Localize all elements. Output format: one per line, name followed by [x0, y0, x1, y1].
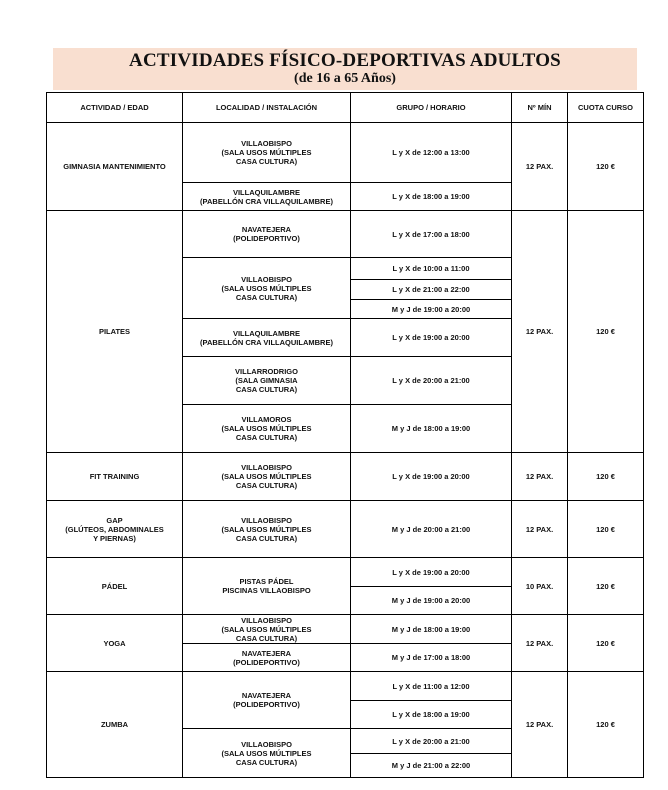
schedule-cell: L y X de 12:00 a 13:00 [351, 123, 512, 183]
title-banner [53, 48, 637, 90]
location-cell: NAVATEJERA (POLIDEPORTIVO) [183, 211, 351, 258]
fee-cell: 120 € [568, 123, 644, 211]
location-cell: NAVATEJERA (POLIDEPORTIVO) [183, 644, 351, 672]
activity-padel: PÁDEL [47, 558, 183, 615]
location-cell: VILLAOBISPO (SALA USOS MÚLTIPLES CASA CULTURA) [183, 258, 351, 319]
schedule-cell: L y X de 19:00 a 20:00 [351, 558, 512, 587]
table-row [47, 211, 644, 258]
fee-cell: 120 € [568, 211, 644, 453]
schedule-cell: L y X de 11:00 a 12:00 [351, 672, 512, 701]
schedule-cell: M y J de 20:00 a 21:00 [351, 501, 512, 558]
fee-cell: 120 € [568, 453, 644, 501]
location-cell: NAVATEJERA (POLIDEPORTIVO) [183, 672, 351, 729]
activity-fit-training: FIT TRAINING [47, 453, 183, 501]
schedule-cell: L y X de 18:00 a 19:00 [351, 701, 512, 729]
schedule-cell: L y X de 10:00 a 11:00 [351, 258, 512, 280]
min-cell: 12 PAX. [512, 123, 568, 211]
activity-pilates: PILATES [47, 211, 183, 453]
page-subtitle: (de 16 a 65 Años) [294, 71, 396, 86]
location-cell: PISTAS PÁDEL PISCINAS VILLAOBISPO [183, 558, 351, 615]
schedule-cell: M y J de 18:00 a 19:00 [351, 615, 512, 644]
min-cell: 12 PAX. [512, 672, 568, 778]
schedule-cell: L y X de 19:00 a 20:00 [351, 453, 512, 501]
table-row [47, 453, 644, 501]
min-cell: 10 PAX. [512, 558, 568, 615]
schedule-cell: L y X de 21:00 a 22:00 [351, 280, 512, 300]
fee-cell: 120 € [568, 558, 644, 615]
location-cell: VILLAOBISPO (SALA USOS MÚLTIPLES CASA CULTURA) [183, 615, 351, 644]
header-grupo: GRUPO / HORARIO [351, 93, 512, 123]
activity-gimnasia: GIMNASIA MANTENIMIENTO [47, 123, 183, 211]
location-cell: VILLAQUILAMBRE (PABELLÓN CRA VILLAQUILAMBRE) [183, 319, 351, 357]
activity-gap: GAP (GLÚTEOS, ABDOMINALES Y PIERNAS) [47, 501, 183, 558]
min-cell: 12 PAX. [512, 211, 568, 453]
header-actividad: ACTIVIDAD / EDAD [47, 93, 183, 123]
location-cell: VILLAMOROS (SALA USOS MÚLTIPLES CASA CULTURA) [183, 405, 351, 453]
schedule-cell: M y J de 19:00 a 20:00 [351, 300, 512, 319]
table-row [47, 123, 644, 183]
header-min: Nº MÍN [512, 93, 568, 123]
location-cell: VILLAOBISPO (SALA USOS MÚLTIPLES CASA CULTURA) [183, 123, 351, 183]
table-row [47, 615, 644, 644]
min-cell: 12 PAX. [512, 453, 568, 501]
location-cell: VILLAOBISPO (SALA USOS MÚLTIPLES CASA CULTURA) [183, 453, 351, 501]
schedule-cell: M y J de 19:00 a 20:00 [351, 587, 512, 615]
header-cuota: CUOTA CURSO [568, 93, 644, 123]
schedule-cell: L y X de 18:00 a 19:00 [351, 183, 512, 211]
header-localidad: LOCALIDAD / INSTALACIÓN [183, 93, 351, 123]
location-cell: VILLAOBISPO (SALA USOS MÚLTIPLES CASA CULTURA) [183, 501, 351, 558]
schedule-cell: M y J de 17:00 a 18:00 [351, 644, 512, 672]
location-cell: VILLAQUILAMBRE (PABELLÓN CRA VILLAQUILAMBRE) [183, 183, 351, 211]
location-cell: VILLAOBISPO (SALA USOS MÚLTIPLES CASA CULTURA) [183, 729, 351, 778]
fee-cell: 120 € [568, 672, 644, 778]
fee-cell: 120 € [568, 615, 644, 672]
min-cell: 12 PAX. [512, 615, 568, 672]
schedule-cell: M y J de 21:00 a 22:00 [351, 754, 512, 778]
schedule-cell: L y X de 20:00 a 21:00 [351, 357, 512, 405]
fee-cell: 120 € [568, 501, 644, 558]
table-row [47, 558, 644, 587]
activity-yoga: YOGA [47, 615, 183, 672]
table-row [47, 672, 644, 701]
schedule-cell: L y X de 19:00 a 20:00 [351, 319, 512, 357]
activities-table [46, 92, 644, 778]
schedule-cell: L y X de 20:00 a 21:00 [351, 729, 512, 754]
location-cell: VILLARRODRIGO (SALA GIMNASIA CASA CULTURA) [183, 357, 351, 405]
min-cell: 12 PAX. [512, 501, 568, 558]
page-title: ACTIVIDADES FÍSICO-DEPORTIVAS ADULTOS [129, 50, 561, 71]
schedule-cell: M y J de 18:00 a 19:00 [351, 405, 512, 453]
schedule-cell: L y X de 17:00 a 18:00 [351, 211, 512, 258]
header-row [47, 93, 644, 123]
activity-zumba: ZUMBA [47, 672, 183, 778]
table-row [47, 501, 644, 558]
